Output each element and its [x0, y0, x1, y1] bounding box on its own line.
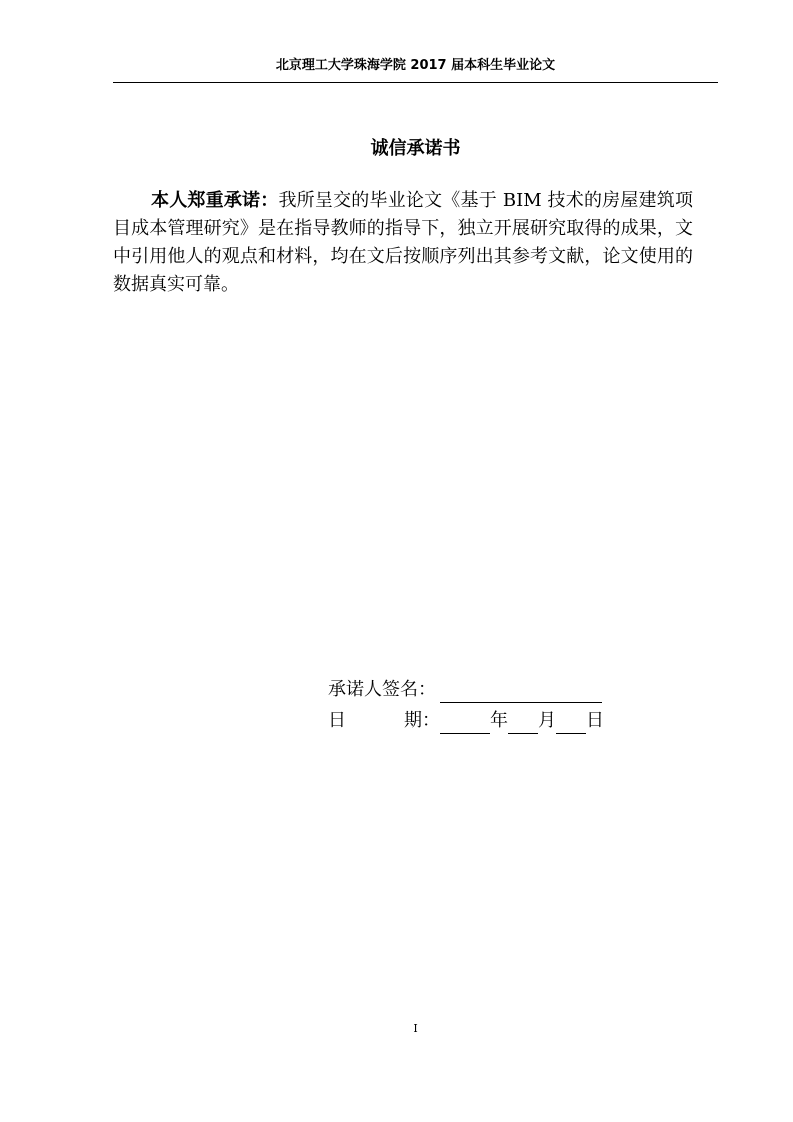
month-label: 月	[538, 710, 556, 731]
day-blank[interactable]	[556, 713, 586, 734]
page-header	[113, 56, 718, 83]
header-text: 北京理工大学珠海学院 2017 届本科生毕业论文	[275, 58, 556, 73]
date-label-2: 期：	[404, 710, 440, 731]
declaration-paragraph	[113, 187, 693, 299]
declaration-lead: 本人郑重承诺：	[151, 190, 279, 211]
declaration-text: 我所呈交的毕业论文《基于 BIM 技术的房屋建筑项目成本管理研究》是在指导教师的指导下，独立开展研究取得的成果，文中引用他人的观点和材料，均在文后按顺序列出其参考文献，论文使用的数据真实可靠。	[113, 190, 693, 295]
signature-row	[328, 677, 602, 703]
month-blank[interactable]	[508, 713, 538, 734]
year-blank[interactable]	[440, 713, 490, 734]
year-label: 年	[490, 710, 508, 731]
document-title: 诚信承诺书	[370, 138, 461, 159]
signature-blank[interactable]	[440, 682, 602, 703]
date-row	[328, 708, 604, 734]
date-label-1: 日	[328, 710, 346, 731]
signer-label: 承诺人签名：	[328, 679, 436, 700]
page-number: I	[413, 1022, 418, 1035]
day-label: 日	[586, 710, 604, 731]
